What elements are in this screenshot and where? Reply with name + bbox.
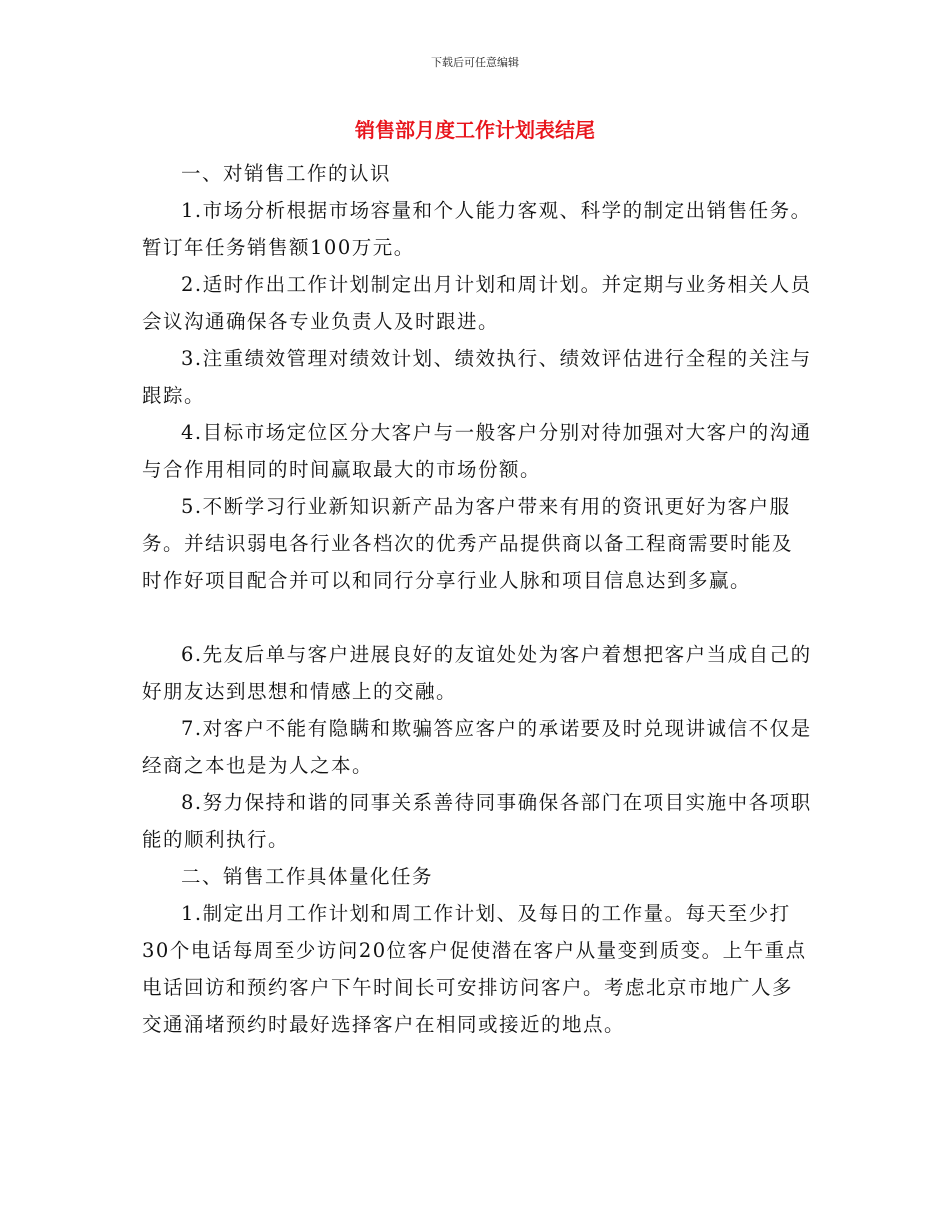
paragraph-item-8: 8.努力保持和谐的同事关系善待同事确保各部门在项目实施中各项职能的顺利执行。 — [142, 791, 812, 851]
header-note: 下载后可任意编辑 — [431, 56, 519, 69]
section-heading-understanding: 一、对销售工作的认识 — [181, 162, 392, 185]
paragraph-item-3: 3.注重绩效管理对绩效计划、绩效执行、绩效评估进行全程的关注与跟踪。 — [142, 347, 812, 407]
paragraph-item-7: 7.对客户不能有隐瞒和欺骗答应客户的承诺要及时兑现讲诚信不仅是经商之本也是为人之本。 — [142, 717, 812, 777]
paragraph-item-4: 4.目标市场定位区分大客户与一般客户分别对待加强对大客户的沟通与合作用相同的时间赢取最大的市场份额。 — [142, 421, 812, 481]
document-body — [142, 155, 812, 1043]
paragraph-task-1: 1.制定出月工作计划和周工作计划、及每日的工作量。每天至少打30个电话每周至少访问20位客户促使潜在客户从量变到质变。上午重点电话回访和预约客户下午时间长可安排访问客户。考虑北京市地广人多交通涌堵预约时最好选择客户在相同或接近的地点。 — [142, 902, 807, 1036]
paragraph-item-6: 6.先友后单与客户进展良好的友谊处处为客户着想把客户当成自己的好朋友达到思想和情感上的交融。 — [142, 643, 812, 703]
document-title: 销售部月度工作计划表结尾 — [355, 118, 595, 142]
paragraph-item-1: 1.市场分析根据市场容量和个人能力客观、科学的制定出销售任务。暂订年任务销售额100万元。 — [142, 199, 812, 259]
paragraph-item-5: 5.不断学习行业新知识新产品为客户带来有用的资讯更好为客户服务。并结识弱电各行业各档次的优秀产品提供商以备工程商需要时能及时作好项目配合并可以和同行分享行业人脉和项目信息达到多赢。 — [142, 495, 794, 592]
paragraph-item-2: 2.适时作出工作计划制定出月计划和周计划。并定期与业务相关人员会议沟通确保各专业负责人及时跟进。 — [142, 273, 812, 333]
section-heading-quantified-tasks: 二、销售工作具体量化任务 — [181, 865, 434, 888]
